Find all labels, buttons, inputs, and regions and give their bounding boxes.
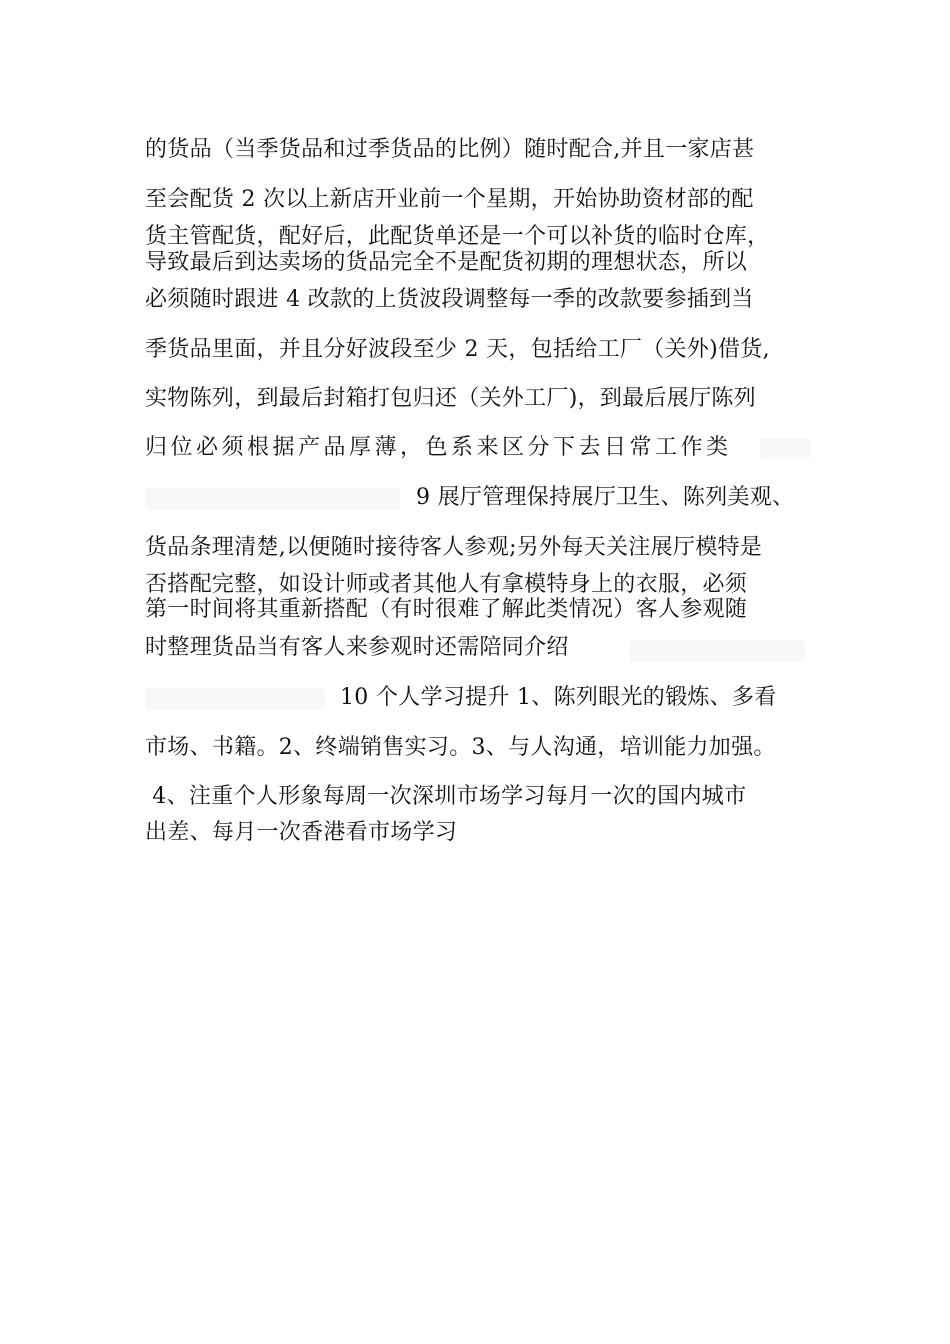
text-line: 9 展厅管理保持展厅卫生、陈列美观、: [416, 485, 795, 510]
faint-mark: [145, 488, 400, 510]
faint-mark: [760, 438, 810, 460]
text-line: 4、注重个人形象每周一次深圳市场学习每月一次的国内城市: [145, 784, 747, 809]
text-line: 导致最后到达卖场的货品完全不是配货初期的理想状态，所以: [145, 250, 748, 275]
text-line: 货品条理清楚,以便随时接待客人参观;另外每天关注展厅模特是: [145, 535, 763, 560]
text-line: 市场、书籍。2、终端销售实习。3、与人沟通，培训能力加强。: [145, 735, 776, 760]
text-line: 的货品（当季货品和过季货品的比例）随时配合,并且一家店甚: [145, 137, 755, 162]
faint-mark: [145, 688, 325, 710]
text-line: 否搭配完整，如设计师或者其他人有拿模特身上的衣服，必须: [145, 572, 748, 597]
text-line: 至会配货 2 次以上新店开业前一个星期，开始协助资材部的配: [145, 187, 754, 212]
text-line: 第一时间将其重新搭配（有时很难了解此类情况）客人参观随: [145, 597, 748, 622]
text-line: 货主管配货，配好后，此配货单还是一个可以补货的临时仓库，: [145, 224, 770, 249]
text-line: 季货品里面，并且分好波段至少 2 天，包括给工厂（关外)借货,: [145, 337, 770, 362]
faint-mark: [630, 640, 805, 662]
text-line: 时整理货品当有客人来参观时还需陪同介绍: [145, 635, 569, 660]
text-line: 实物陈列，到最后封箱打包归还（关外工厂)，到最后展厅陈列: [145, 386, 756, 411]
text-line: 归位必须根据产品厚薄，色系来区分下去日常工作类: [145, 435, 732, 460]
text-line: 10 个人学习提升 1、陈列眼光的锻炼、多看: [340, 685, 777, 710]
text-line: 必须随时跟进 4 改款的上货波段调整每一季的改款要参插到当: [145, 287, 754, 312]
text-line: 出差、每月一次香港看市场学习: [145, 820, 458, 845]
